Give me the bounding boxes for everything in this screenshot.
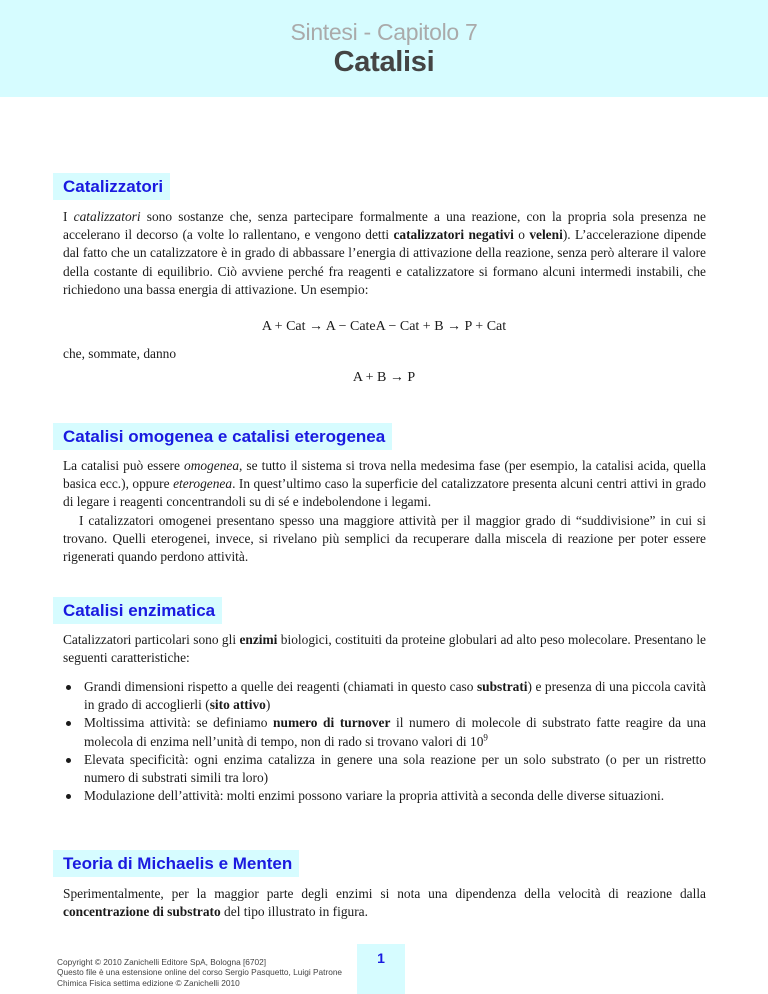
paragraph-sum: che, sommate, danno [63, 346, 177, 361]
enzyme-characteristics-list [63, 678, 706, 805]
text: Sperimentalmente, per la maggior parte degli enzimi si nota una dipendenza della velocità di reazione dalla [63, 886, 706, 901]
list-item [63, 678, 706, 714]
text: Elevata specificità: ogni enzima catalizza in genere una sola reazione per un solo substrato (o per un ristretto numero di substrati simili tra loro) [84, 751, 706, 786]
text: ) [265, 697, 271, 713]
list-item [63, 714, 706, 750]
text: del tipo illustrato in figura. [220, 904, 368, 920]
text: sono sostanze che, senza partecipare formalmente a una reazione, con la propria sola presenza ne accelerano il decorso (a volte lo rallentano, e vengono detti [63, 209, 706, 243]
text: Moltissima attività: se definiamo [84, 715, 274, 731]
italic-term: omogenea [184, 458, 240, 473]
bullet-icon [66, 721, 71, 726]
text: La catalisi può essere [63, 458, 184, 473]
section-heading-catalizzatori: Catalizzatori [53, 173, 170, 200]
chapter-kicker: Sintesi - Capitolo 7 [290, 19, 478, 45]
text: , se tutto il sistema si trova nella medesima fase (per esempio, la catalisi acida, quella basica ecc.), oppure [63, 458, 706, 492]
section-heading-omogenea-eterogenea: Catalisi omogenea e catalisi eterogenea [53, 423, 392, 450]
list-item [63, 751, 706, 787]
bold-term: sito attivo [209, 697, 266, 713]
edition-line: Chimica Fisica settima edizione © Zanichelli 2010 [57, 977, 240, 988]
text: I catalizzatori omogenei presentano spesso una maggiore attività per il maggior grado di “suddivisione” in cui si trovano. Quelli eterogenei, invece, si rivelano più semplici da recuperare dalla miscela di reazione per poter essere rigenerati quando perdono attività. [63, 512, 706, 565]
paragraph-omogenea-eterogenea [63, 457, 706, 566]
bold-term: concentrazione di substrato [63, 904, 221, 920]
superscript: 9 [483, 732, 488, 743]
list-item [63, 787, 706, 805]
text: ) e presenza di una piccola cavità in grado di accoglierli ( [84, 679, 706, 713]
section-heading-michaelis-menten: Teoria di Michaelis e Menten [53, 850, 299, 877]
text: Catalizzatori particolari sono gli [63, 632, 240, 647]
paragraph-catalizzatori [63, 208, 706, 299]
bullet-icon [66, 685, 71, 690]
equation-catalysis-steps: A + Cat → A − CateA − Cat + B → P + Cat [261, 319, 507, 334]
bold-term: enzimi [239, 632, 278, 647]
copyright-footer [57, 957, 342, 988]
bold-term: catalizzatori negativi [393, 227, 514, 243]
chapter-header [0, 0, 768, 97]
copyright-line: Copyright © 2010 Zanichelli Editore SpA, Bologna [6702] [57, 957, 267, 967]
paragraph-michaelis-menten [63, 885, 706, 921]
text: ). L’accelerazione dipende dal fatto che un catalizzatore è in grado di abbassare l’energia di attivazione della reazione, senza però alterare il valore della costante di equilibrio. Ciò avviene perché fra reagenti e catalizzatore si formano alcuni intermedi instabili, che richiedono una bassa energia di attivazione. Un esempio: [63, 227, 707, 297]
equation-overall: A + B → P [352, 370, 416, 385]
paragraph-enzimatica [63, 631, 706, 667]
text: Modulazione dell’attività: molti enzimi possono variare la propria attività a seconda delle diverse situazioni. [84, 788, 665, 804]
italic-term: eterogenea [173, 476, 233, 492]
text: I [63, 209, 74, 224]
text: o [513, 227, 530, 243]
text: biologici, costituiti da proteine globulari ad alto peso molecolare. Presentano le seguenti caratteristiche: [63, 632, 707, 666]
bold-term: numero di turnover [273, 715, 391, 731]
text: Grandi dimensioni rispetto a quelle dei reagenti (chiamati in questo caso [84, 679, 477, 694]
text: il numero di molecole di substrato fatte reagire da una molecola di enzima nell’unità di tempo, non di rado si trovano valori di 10 [84, 715, 706, 749]
page-title: Catalisi [333, 46, 435, 78]
italic-term: catalizzatori [73, 209, 141, 224]
bold-term: veleni [529, 227, 563, 243]
page-number: 1 [357, 944, 405, 994]
course-line: Questo file è una estensione online del corso Sergio Pasquetto, Luigi Patrone [57, 967, 343, 978]
bullet-icon [66, 758, 71, 763]
section-heading-enzimatica: Catalisi enzimatica [53, 597, 222, 624]
bold-term: substrati [476, 679, 528, 694]
bullet-icon [66, 794, 71, 799]
text: . In quest’ultimo caso la superficie del catalizzatore presenta alcuni centri attivi in grado di legare i reagenti concentrandoli su di sé e indebolendone i legami. [63, 476, 707, 510]
